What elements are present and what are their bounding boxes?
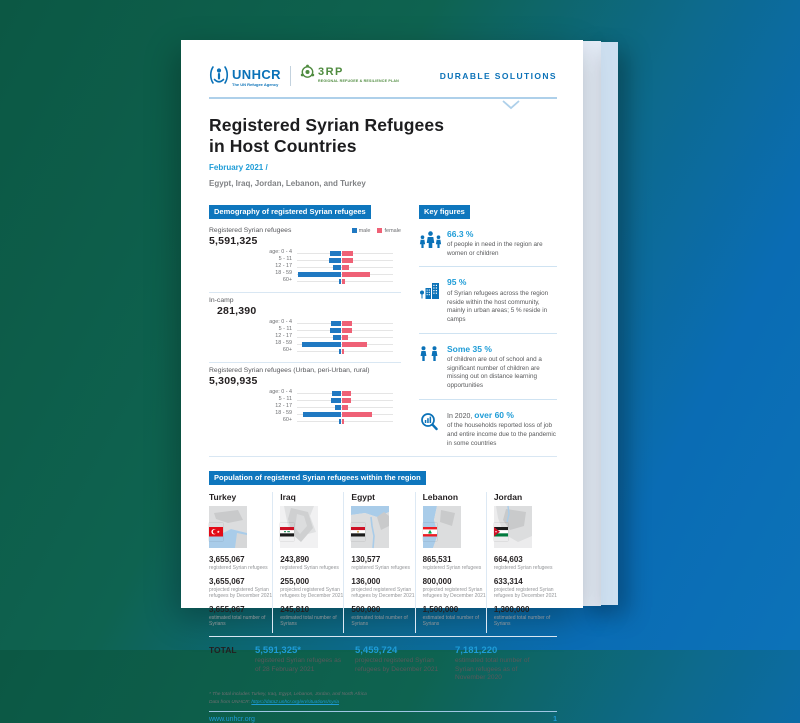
stat-value: 245,810 [280, 604, 310, 614]
3rp-emblem-icon [300, 64, 315, 85]
stat-label: projected registered Syrian refugees by December 2021 [351, 586, 415, 600]
lebanon-flag-icon [423, 523, 437, 541]
total-item [455, 645, 557, 684]
header-logos [209, 64, 557, 91]
pyramid-row: age: 0 - 4 [209, 320, 401, 327]
total-label: TOTAL [209, 644, 237, 655]
stat-label: registered Syrian refugees [351, 565, 411, 572]
stat-label: registered Syrian refugees [209, 565, 268, 572]
total-caption: estimated total number of Syrian refugees as of November 2020 [455, 656, 530, 682]
total-section [209, 645, 557, 684]
page-stack-edge-1 [583, 41, 601, 606]
key-figures-section-header: Key figures [419, 205, 470, 219]
stat-label: projected registered Syrian refugees by December 2021 [422, 586, 486, 600]
header-rule [209, 95, 557, 104]
chart-total-value: 5,309,935 [209, 374, 258, 387]
stat-value: 633,314 [493, 576, 523, 586]
key-figure-value: Some 35 % [447, 343, 492, 354]
divider [209, 362, 401, 363]
country-column-turkey [209, 492, 272, 633]
logo-divider [290, 66, 291, 86]
pyramid-row: 60+ [209, 348, 401, 355]
key-figure-text: of people in need in the region are women or children [447, 241, 543, 257]
stat-value: 1,300,000 [493, 604, 530, 614]
key-figure-text: of the households reported loss of job and entire income due to the pandemic in some countries [447, 422, 556, 447]
stat-label: estimated total number of Syrians [351, 614, 408, 628]
stat-value: 3,655,067 [209, 604, 245, 614]
key-figure-item [419, 277, 557, 324]
country-column-egypt [343, 492, 414, 633]
stat-label: estimated total number of Syrians [280, 614, 337, 628]
stat-label: registered Syrian refugees [422, 565, 482, 572]
stat-value: 664,603 [493, 555, 523, 565]
pyramid-row: 60+ [209, 278, 401, 285]
age-pyramid-incamp [209, 320, 401, 355]
egypt-flag-icon [351, 523, 365, 541]
stat-value: 243,890 [280, 555, 310, 565]
page-number: 1 [553, 715, 557, 723]
key-figures-section [419, 201, 557, 449]
country-name: Lebanon [422, 492, 459, 503]
stat-value: 130,577 [351, 555, 381, 565]
pyramid-row: 18 - 59 [209, 411, 401, 418]
pyramid-row: 5 - 11 [209, 257, 401, 264]
footer [209, 716, 557, 723]
stat-value: 865,531 [422, 555, 452, 565]
country-name: Jordan [493, 492, 523, 503]
iraq-map [280, 506, 318, 548]
stat-label: projected registered Syrian refugees by December 2021 [280, 586, 344, 600]
subtitle-date: February 2021 / [209, 162, 268, 172]
stat-label: estimated total number of Syrians [493, 614, 551, 628]
total-caption: registered Syrian refugees as of 28 February 2021 [255, 656, 342, 673]
stat-label: registered Syrian refugees [280, 565, 339, 572]
page-stack-edge-2 [601, 42, 618, 605]
city-buildings-icon [419, 277, 447, 324]
divider [209, 636, 557, 637]
pyramid-row: 5 - 11 [209, 397, 401, 404]
pyramid-row: 18 - 59 [209, 271, 401, 278]
key-figure-text: of Syrian refugees across the region reside within the host community, mainly in urban areas; 5 % reside in camps [447, 289, 549, 323]
age-pyramid-registered [209, 250, 401, 285]
key-figure-value: 95 % [447, 277, 467, 288]
divider [209, 292, 401, 293]
country-column-lebanon [415, 492, 486, 633]
pyramid-row: 5 - 11 [209, 327, 401, 334]
male-legend-swatch [352, 228, 357, 233]
turkey-flag-icon [209, 523, 223, 541]
total-item [255, 645, 355, 684]
lebanon-map [423, 506, 461, 548]
footnote-link[interactable]: https://data2.unhcr.org/en/situations/syria [251, 699, 339, 705]
female-legend-swatch [377, 228, 382, 233]
population-section [209, 467, 557, 485]
key-figure-item: In 2020, over 60 % of the households reported loss of job and entire income due to the pandemic in some countries [419, 410, 557, 448]
total-value: 7,181,220 [455, 644, 498, 656]
pyramid-row: 12 - 17 [209, 264, 401, 271]
pyramid-row: age: 0 - 4 [209, 390, 401, 397]
country-name: Turkey [209, 492, 237, 503]
3rp-wordmark: 3RP [317, 65, 344, 78]
country-name: Iraq [280, 492, 296, 503]
subtitle-countries: Egypt, Iraq, Jordan, Lebanon, and Turkey [209, 178, 366, 188]
stat-value: 1,500,000 [422, 604, 459, 614]
demography-section-header: Demography of registered Syrian refugees [209, 205, 371, 219]
3rp-logo [300, 64, 399, 85]
country-column-iraq [272, 492, 343, 633]
chart-title: Registered Syrian refugees [209, 226, 292, 234]
total-value: 5,591,325* [255, 644, 301, 656]
stat-label: estimated total number of Syrians [209, 614, 266, 628]
key-figure-value: over 60 % [474, 409, 514, 420]
section-divider [209, 456, 557, 457]
footer-rule [209, 711, 557, 712]
pyramid-row: 18 - 59 [209, 341, 401, 348]
key-figure-value: 66.3 % [447, 228, 474, 239]
footnote: * The total includes Turkey, Iraq, Egypt, Lebanon, Jordan, and North Africa Data from UNHCR: https://data2.unhcr.org/en/situations/syria [209, 692, 367, 705]
population-section-header: Population of registered Syrian refugees within the region [209, 471, 426, 485]
key-figure-item [419, 344, 557, 391]
children-icon [419, 344, 447, 391]
chart-total-value: 281,390 [217, 304, 257, 317]
divider [419, 266, 557, 267]
turkey-map [209, 506, 247, 548]
magnifier-chart-icon [419, 410, 447, 448]
chart-total-value: 5,591,325 [209, 234, 258, 247]
stat-value: 136,000 [351, 576, 381, 586]
total-caption: projected registered Syrian refugees by December 2021 [355, 656, 439, 673]
durable-solutions-label: DURABLE SOLUTIONS [439, 71, 557, 81]
age-pyramid-urban [209, 390, 401, 425]
footer-url-link[interactable]: www.unhcr.org [209, 715, 255, 723]
iraq-flag-icon [280, 523, 294, 541]
stat-label: projected registered Syrian refugees by December 2021 [493, 586, 557, 600]
divider [419, 399, 557, 400]
chevron-down-icon [503, 96, 519, 114]
chart-title: In-camp [209, 296, 234, 304]
stat-label: estimated total number of Syrians [422, 614, 480, 628]
key-figure-text: of children are out of school and a significant number of children are missing out on distance learning opportunities [447, 355, 542, 390]
jordan-map [494, 506, 532, 548]
jordan-flag-icon [494, 523, 508, 541]
stat-value: 3,655,067 [209, 555, 245, 565]
stat-value: 800,000 [422, 576, 452, 586]
document-page [181, 40, 583, 723]
key-figure-item [419, 229, 557, 259]
total-value: 5,459,724 [355, 644, 398, 656]
pyramid-row: 12 - 17 [209, 404, 401, 411]
3rp-tagline: REGIONAL REFUGEE & RESILIENCE PLAN [317, 78, 399, 83]
unhcr-wordmark: UNHCR [232, 67, 281, 82]
pyramid-row: age: 0 - 4 [209, 250, 401, 257]
pyramid-row: 60+ [209, 418, 401, 425]
stat-value: 255,000 [280, 576, 310, 586]
chart-title: Registered Syrian refugees (Urban, peri-Urban, rural) [209, 366, 370, 374]
stat-label: projected registered Syrian refugees by December 2021 [209, 586, 273, 600]
egypt-map [351, 506, 389, 548]
demography-section [209, 201, 401, 449]
country-name: Egypt [351, 492, 376, 503]
pyramid-row: 12 - 17 [209, 334, 401, 341]
stat-value: 500,000 [351, 604, 381, 614]
page-subtitle [209, 163, 557, 188]
total-item [355, 645, 455, 684]
unhcr-logo [209, 64, 281, 91]
page-title: Registered Syrian Refugees in Host Countries [209, 115, 445, 157]
family-icon [419, 229, 447, 259]
chart-legend: male female [352, 228, 401, 234]
stat-label: registered Syrian refugees [493, 565, 553, 572]
divider [419, 333, 557, 334]
stat-value: 3,655,067 [209, 576, 245, 586]
unhcr-emblem-icon [209, 64, 229, 91]
unhcr-tagline: The UN Refugee Agency [232, 82, 279, 87]
country-column-jordan [486, 492, 557, 633]
